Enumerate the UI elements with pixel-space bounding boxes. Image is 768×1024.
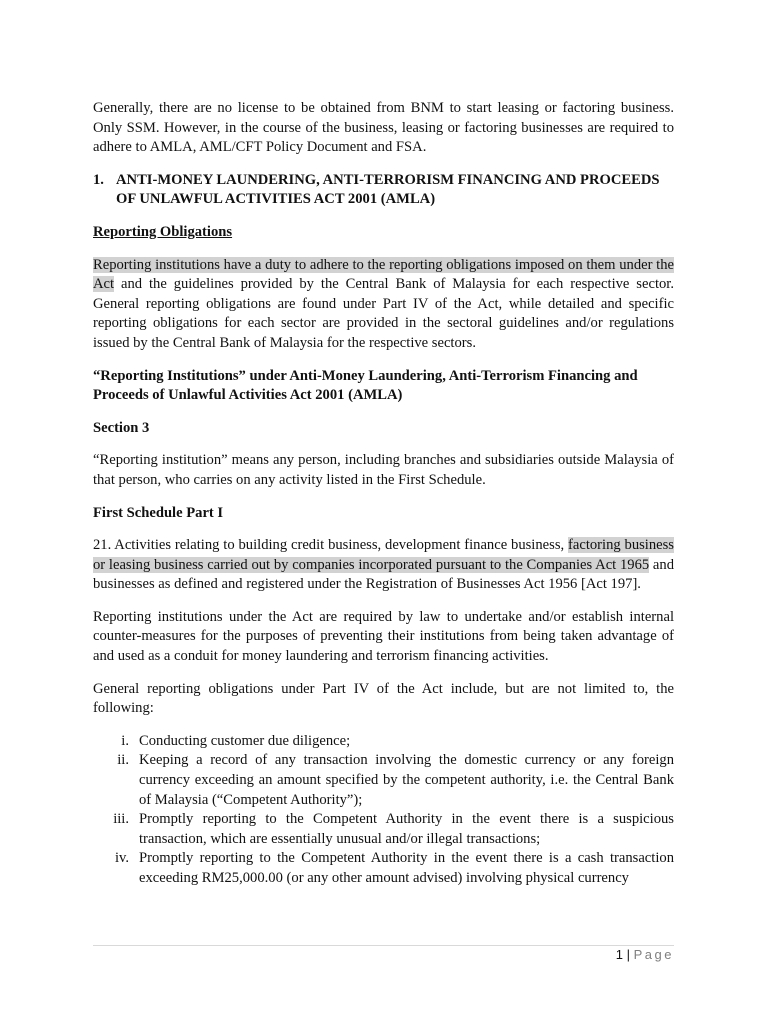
obligations-list <box>93 732 674 889</box>
list-item-text: Keeping a record of any transaction involving the domestic currency or any foreign currency exceeding an amount specified by the competent authority, i.e. the Central Bank of Malaysia (“Competent Authority”); <box>139 752 674 808</box>
list-item <box>93 751 674 810</box>
footer-separator: | <box>626 947 630 962</box>
list-item-number: i. <box>121 732 129 749</box>
list-item <box>93 810 674 849</box>
section-heading <box>93 171 674 210</box>
list-item <box>93 849 674 888</box>
page-footer <box>616 947 674 962</box>
paragraph-text: and the guidelines provided by the Central Bank of Malaysia for each respective sector. General reporting obligations are found under Part IV of the Act, while detailed and specific reporting obligations for each sector are provided in the sectoral guidelines and/or regulations issued by the Central Bank of Malaysia for the respective sectors. <box>93 276 674 351</box>
section-3-heading: Section 3 <box>93 419 150 436</box>
intro-paragraph: Generally, there are no license to be obtained from BNM to start leasing or factoring business. Only SSM. However, in the course of the business, leasing or factoring businesses are required to adhere to AMLA, AML/CFT Policy Document and FSA. <box>93 100 674 156</box>
list-item-text: Promptly reporting to the Competent Authority in the event there is a suspicious transaction, which are essentially unusual and/or illegal transactions; <box>139 811 674 847</box>
highlighted-text: Reporting institutions have a duty to adhere to the reporting obligations imposed on them under the Act <box>93 256 674 293</box>
footer-divider <box>93 945 674 946</box>
list-item-text: Conducting customer due diligence; <box>139 732 351 749</box>
page-number: 1 <box>615 947 623 962</box>
countermeasures-paragraph: Reporting institutions under the Act are required by law to undertake and/or establish internal counter-measures for the purposes of preventing their institutions from being taken advantage of and used as a conduit for money laundering and terrorism financing activities. <box>93 608 674 665</box>
reporting-institutions-heading: “Reporting Institutions” under Anti-Money Laundering, Anti-Terrorism Financing and Proceeds of Unlawful Activities Act 2001 (AMLA) <box>93 367 638 404</box>
paragraph-text: and businesses as defined and registered under the Registration of Businesses Act 1956 [Act 197]. <box>93 556 674 593</box>
reporting-obligations-paragraph <box>93 256 674 354</box>
section-3-paragraph: “Reporting institution” means any person, including branches and subsidiaries outside Malaysia of that person, who carries on any activity listed in the First Schedule. <box>93 452 674 488</box>
list-item <box>93 732 674 752</box>
document-body <box>93 99 674 889</box>
list-item-number: iv. <box>114 850 129 867</box>
paragraph-text: 21. Activities relating to building credit business, development finance business, <box>93 537 568 554</box>
section-number: 1. <box>93 171 104 188</box>
first-schedule-paragraph <box>93 536 674 595</box>
general-obligations-paragraph: General reporting obligations under Part IV of the Act include, but are not limited to, the following: <box>93 680 674 717</box>
page-label: Page <box>633 947 674 962</box>
reporting-obligations-heading: Reporting Obligations <box>93 223 233 240</box>
section-title: ANTI-MONEY LAUNDERING, ANTI-TERRORISM FINANCING AND PROCEEDS OF UNLAWFUL ACTIVITIES ACT 2001 (AMLA) <box>116 171 660 208</box>
highlighted-text: factoring business or leasing business carried out by companies incorporated pursuant to the Companies Act 1965 <box>93 537 674 573</box>
list-item-text: Promptly reporting to the Competent Authority in the event there is a cash transaction exceeding RM25,000.00 (or any other amount advised) involving physical currency <box>139 850 674 886</box>
list-item-number: ii. <box>117 752 129 769</box>
first-schedule-heading: First Schedule Part I <box>93 504 224 521</box>
list-item-number: iii. <box>113 811 129 828</box>
